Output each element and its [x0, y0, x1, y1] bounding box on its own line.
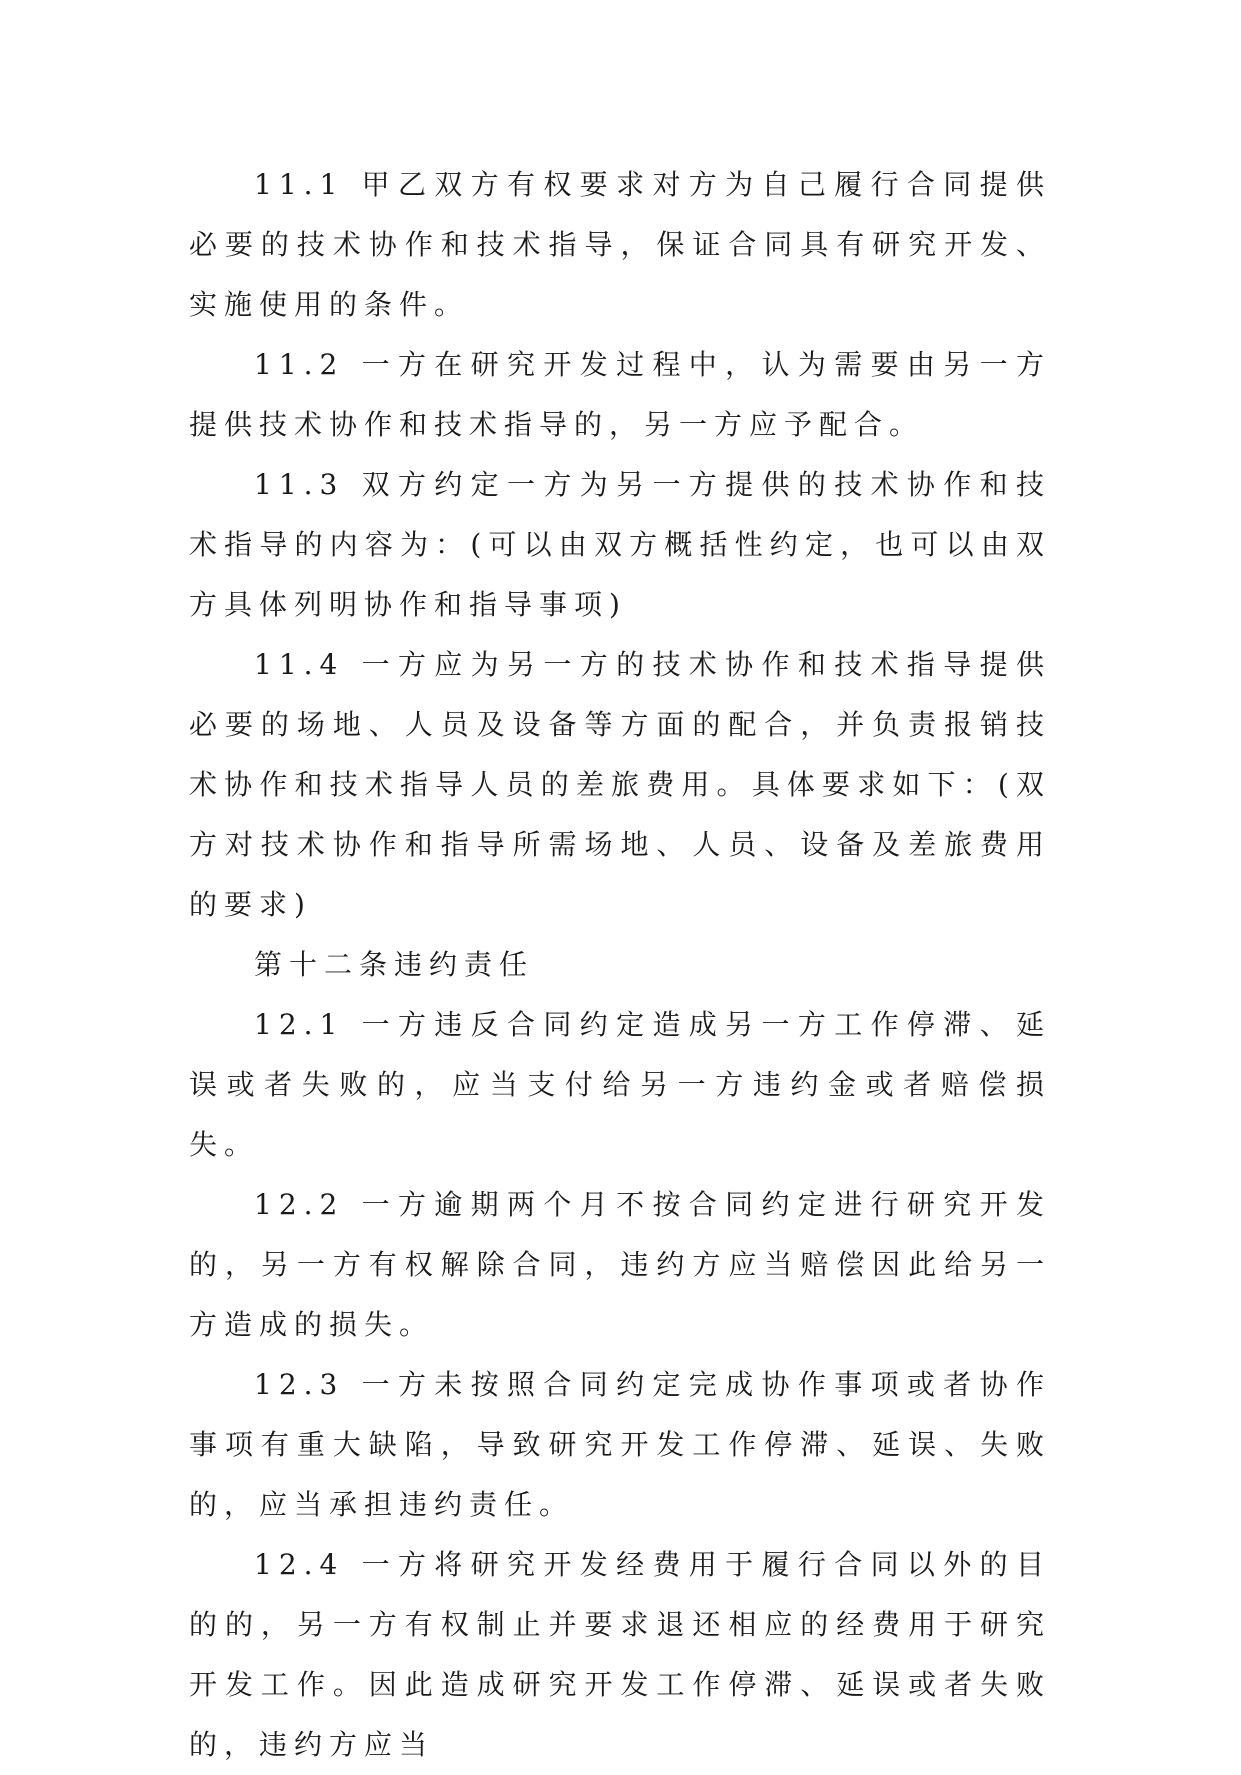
clause-12-4: 12.4 一方将研究开发经费用于履行合同以外的目的的，另一方有权制止并要求退还相应的经费用于研究开发工作。因此造成研究开发工作停滞、延误或者失败的，违约方应当: [189, 1548, 1051, 1761]
document-body: [189, 155, 1051, 1775]
clause-11-1: 11.1 甲乙双方有权要求对方为自己履行合同提供必要的技术协作和技术指导，保证合同具有研究开发、实施使用的条件。: [189, 168, 1051, 321]
clause-11-4: 11.4 一方应为另一方的技术协作和技术指导提供必要的场地、人员及设备等方面的配合，并负责报销技术协作和技术指导人员的差旅费用。具体要求如下：(双方对技术协作和指导所需场地、人员、设备及差旅费用的要求): [189, 648, 1051, 921]
clause-12-2: 12.2 一方逾期两个月不按合同约定进行研究开发的，另一方有权解除合同，违约方应当赔偿因此给另一方造成的损失。: [189, 1188, 1051, 1341]
clause-12-3: 12.3 一方未按照合同约定完成协作事项或者协作事项有重大缺陷，导致研究开发工作停滞、延误、失败的，应当承担违约责任。: [189, 1368, 1051, 1521]
clause-11-2: 11.2 一方在研究开发过程中，认为需要由另一方提供技术协作和技术指导的，另一方应予配合。: [189, 348, 1051, 441]
clause-11-3: 11.3 双方约定一方为另一方提供的技术协作和技术指导的内容为：(可以由双方概括性约定，也可以由双方具体列明协作和指导事项): [189, 468, 1051, 621]
clause-12-1: 12.1 一方违反合同约定造成另一方工作停滞、延误或者失败的，应当支付给另一方违约金或者赔偿损失。: [189, 1008, 1051, 1161]
article-12-heading: 第十二条违约责任: [254, 948, 535, 981]
